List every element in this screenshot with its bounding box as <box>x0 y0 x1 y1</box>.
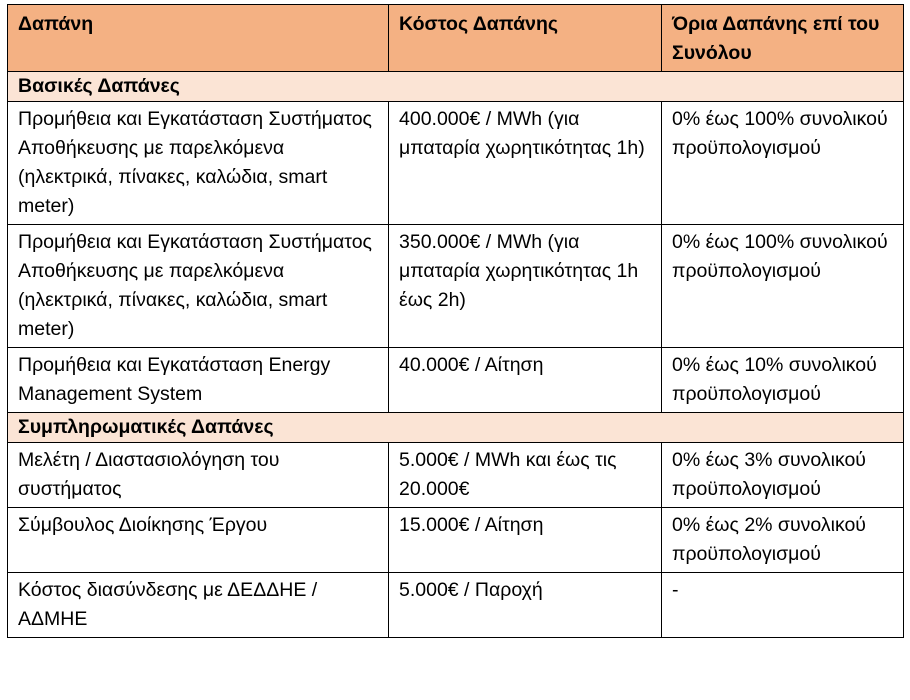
cost-cell: 5.000€ / Παροχή <box>389 573 662 638</box>
header-row <box>8 5 904 72</box>
table-row <box>8 102 904 225</box>
expense-cell: Προμήθεια και Εγκατάσταση Energy Management System <box>8 348 389 413</box>
expense-cell: Προμήθεια και Εγκατάσταση Συστήματος Αποθήκευσης με παρελκόμενα (ηλεκτρικά, πίνακες, καλώδια, smart meter) <box>8 225 389 348</box>
header-cost: Κόστος Δαπάνης <box>389 5 662 72</box>
cost-cell: 350.000€ / MWh (για μπαταρία χωρητικότητας 1h έως 2h) <box>389 225 662 348</box>
expense-cell: Σύμβουλος Διοίκησης Έργου <box>8 508 389 573</box>
cost-cell: 400.000€ / MWh (για μπαταρία χωρητικότητας 1h) <box>389 102 662 225</box>
table-row <box>8 573 904 638</box>
table-row <box>8 443 904 508</box>
header-limit: Όρια Δαπάνης επί του Συνόλου <box>662 5 904 72</box>
limit-cell: 0% έως 2% συνολικού προϋπολογισμού <box>662 508 904 573</box>
header-expense: Δαπάνη <box>8 5 389 72</box>
section-row-supplementary <box>8 413 904 443</box>
expense-cell: Προμήθεια και Εγκατάσταση Συστήματος Αποθήκευσης με παρελκόμενα (ηλεκτρικά, πίνακες, καλώδια, smart meter) <box>8 102 389 225</box>
limit-cell: 0% έως 10% συνολικού προϋπολογισμού <box>662 348 904 413</box>
expense-cell: Κόστος διασύνδεσης με ΔΕΔΔΗΕ / ΑΔΜΗΕ <box>8 573 389 638</box>
table-row <box>8 348 904 413</box>
table-row <box>8 225 904 348</box>
table-row <box>8 508 904 573</box>
section-title: Βασικές Δαπάνες <box>8 72 904 102</box>
limit-cell: 0% έως 100% συνολικού προϋπολογισμού <box>662 225 904 348</box>
limit-cell: 0% έως 100% συνολικού προϋπολογισμού <box>662 102 904 225</box>
cost-cell: 40.000€ / Αίτηση <box>389 348 662 413</box>
cost-cell: 15.000€ / Αίτηση <box>389 508 662 573</box>
cost-cell: 5.000€ / MWh και έως τις 20.000€ <box>389 443 662 508</box>
expense-cell: Μελέτη / Διαστασιολόγηση του συστήματος <box>8 443 389 508</box>
limit-cell: - <box>662 573 904 638</box>
section-title: Συμπληρωματικές Δαπάνες <box>8 413 904 443</box>
cost-table <box>7 4 904 638</box>
section-row-basic <box>8 72 904 102</box>
limit-cell: 0% έως 3% συνολικού προϋπολογισμού <box>662 443 904 508</box>
